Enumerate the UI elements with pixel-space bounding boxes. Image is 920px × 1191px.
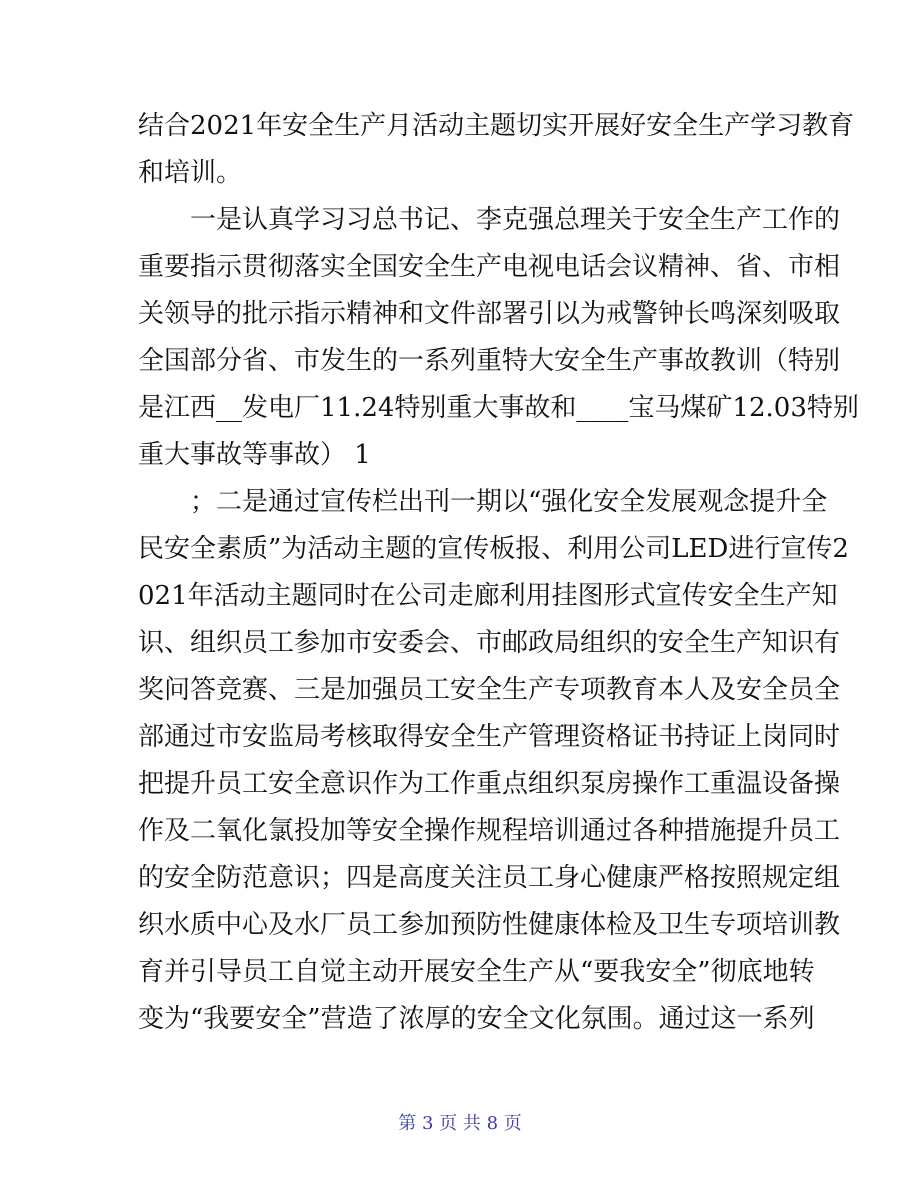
text-line-1: 结合2021年安全生产月活动主题切实开展好安全生产学习教育 — [138, 111, 855, 141]
text-line-9: ；二是通过宣传栏出刊一期以“强化安全发展观念提升全 — [190, 487, 828, 517]
text-line-4: 重要指示贯彻落实全国安全生产电视电话会议精神、省、市相 — [138, 252, 841, 282]
text-line-20: 变为“我要安全”营造了浓厚的安全文化氛围。通过这一系列 — [138, 1004, 815, 1034]
text-line-8: 重大事故等事故） 1 — [138, 440, 371, 470]
text-line-19: 育并引导员工自觉主动开展安全生产从“要我安全”彻底地转 — [138, 957, 815, 987]
text-line-14: 部通过市安监局考核取得安全生产管理资格证书持证上岗同时 — [138, 722, 841, 752]
text-line-12: 识、组织员工参加市安委会、市邮政局组织的安全生产知识有 — [138, 628, 841, 658]
text-line-6: 全国部分省、市发生的一系列重特大安全生产事故教训（特别 — [138, 346, 841, 376]
text-line-18: 织水质中心及水厂员工参加预防性健康体检及卫生专项培训教 — [138, 910, 841, 940]
text-line-11: 021年活动主题同时在公司走廊利用挂图形式宣传安全生产知 — [138, 581, 838, 611]
text-line-2: 和培训。 — [138, 158, 243, 188]
text-line-5: 关领导的批示指示精神和文件部署引以为戒警钟长鸣深刻吸取 — [138, 299, 841, 329]
text-line-15: 把提升员工安全意识作为工作重点组织泵房操作工重温设备操 — [138, 769, 841, 799]
page-number-footer: 第 3 页 共 8 页 — [398, 1113, 522, 1134]
text-line-13: 奖问答竞赛、三是加强员工安全生产专项教育本人及安全员全 — [138, 675, 841, 705]
text-line-16: 作及二氧化氯投加等安全操作规程培训通过各种措施提升员工 — [138, 816, 841, 846]
text-line-7: 是江西__发电厂11.24特别重大事故和____宝马煤矿12.03特别 — [138, 393, 859, 423]
text-line-10: 民安全素质”为活动主题的宣传板报、利用公司LED进行宣传2 — [138, 534, 849, 564]
text-line-3: 一是认真学习习总书记、李克强总理关于安全生产工作的 — [190, 205, 841, 235]
text-line-17: 的安全防范意识；四是高度关注员工身心健康严格按照规定组 — [138, 863, 841, 893]
